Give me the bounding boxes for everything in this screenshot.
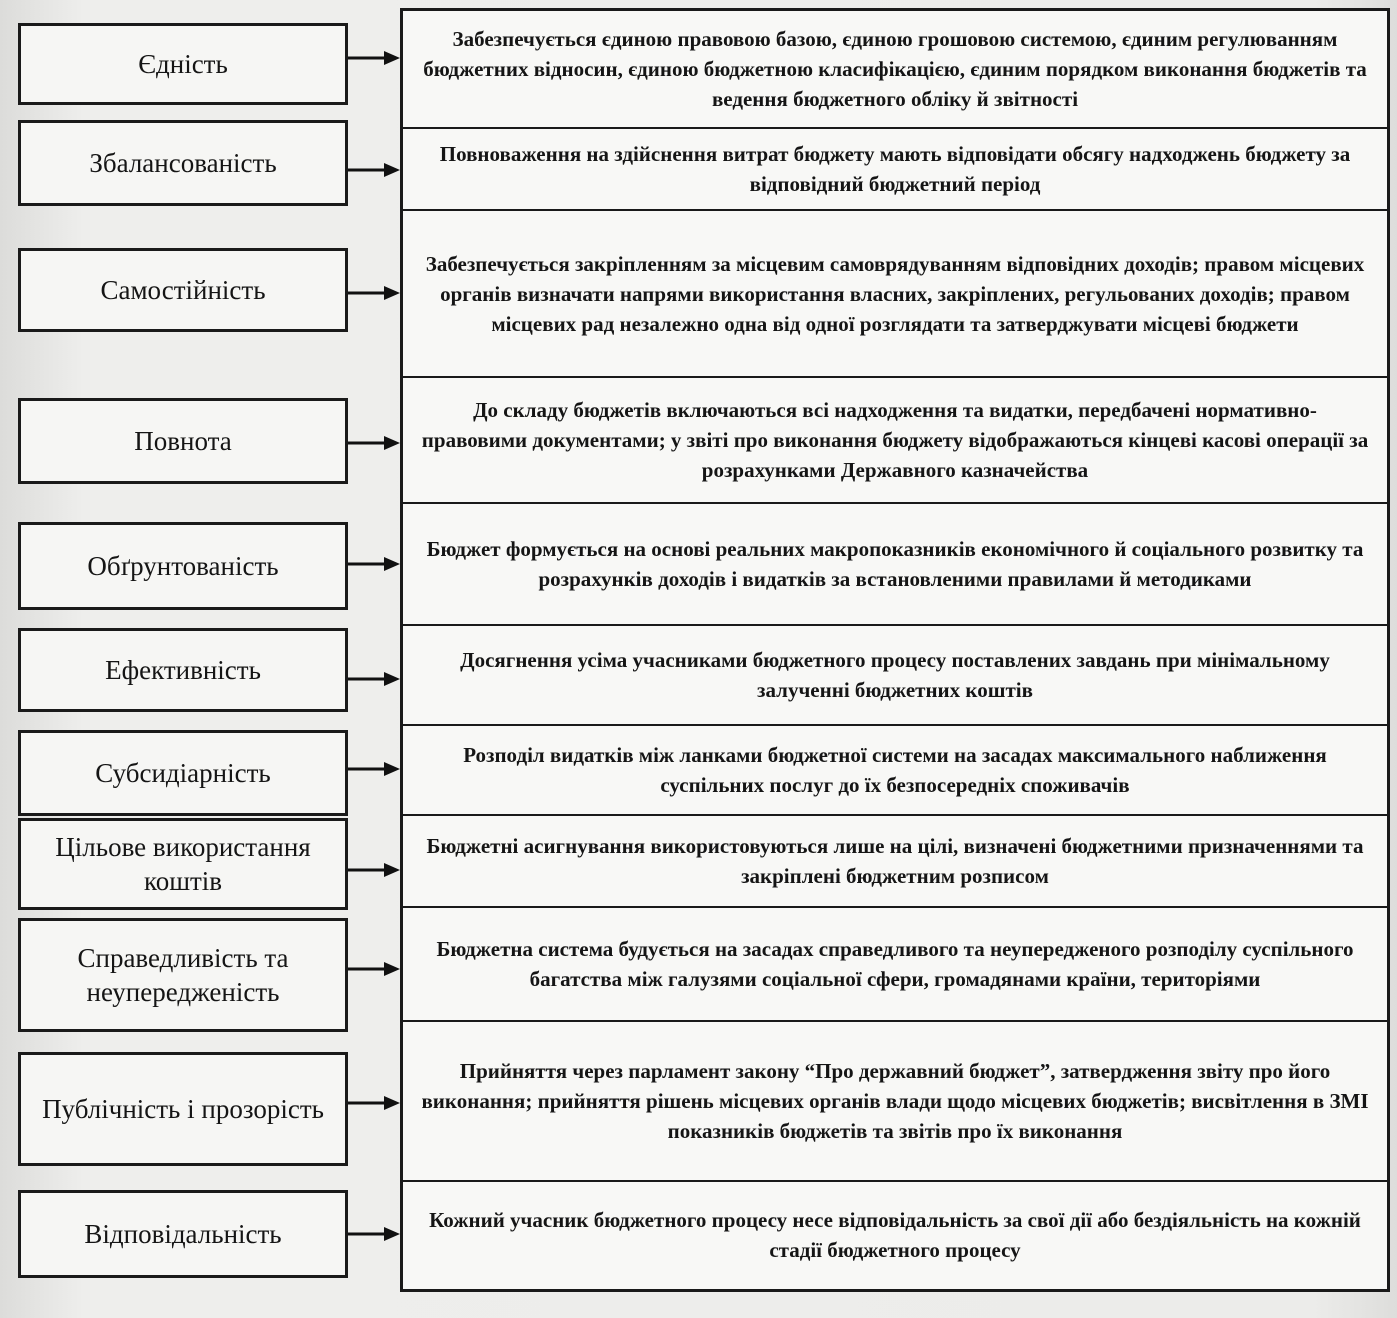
principle-box-completeness	[18, 398, 348, 484]
principle-label: Субсидіарність	[95, 758, 271, 788]
principle-label: Відповідальність	[84, 1219, 282, 1249]
arrow-right-icon	[348, 285, 400, 301]
principle-label: Публічність і прозорість	[42, 1094, 324, 1124]
principle-box-balance	[18, 120, 348, 206]
description-responsibility: Кожний учасник бюджетного процесу несе відповідальність за свої дії або бездіяльність на кожній стадії бюджетного процесу	[429, 1208, 1361, 1262]
principle-label: Цільове використання коштів	[55, 832, 311, 896]
description-independence: Забезпечується закріпленням за місцевим самоврядуванням відповідних доходів; правом місцевих органів визначати напрями використання власних, закріплених, регульованих доходів; правом місцевих рад незалежно одна від одної розглядати та затверджувати місцеві бюджети	[425, 251, 1365, 336]
arrow-right-icon	[348, 162, 400, 178]
arrow-right-icon	[348, 761, 400, 777]
principle-box-unity	[18, 23, 348, 105]
description-efficiency: Досягнення усіма учасниками бюджетного процесу поставлених завдань при мінімальному залученні бюджетних коштів	[460, 648, 1330, 702]
description-completeness: До складу бюджетів включаються всі надходження та видатки, передбачені нормативно-правовими документами; у звіті про виконання бюджету відображаються кінцеві касові операції за розрахунками Державного казначейства	[421, 398, 1369, 482]
description-balance: Повноваження на здійснення витрат бюджету мають відповідати обсягу надходжень бюджету за відповідний бюджетний період	[439, 142, 1351, 196]
description-unity: Забезпечується єдиною правовою базою, єдиною грошовою системою, єдиним регулюванням бюджетних відносин, єдиною бюджетною класифікацією, єдиним порядком виконання бюджетів та ведення бюджетного обліку й звітності	[423, 27, 1367, 111]
principle-label: Обґрунтованість	[87, 551, 279, 581]
description-targeted-use: Бюджетні асигнування використовуються лише на цілі, визначені бюджетними призначеннями та закріплені бюджетним розписом	[426, 834, 1364, 888]
principle-box-validity	[18, 522, 348, 610]
principle-label: Повнота	[134, 426, 232, 456]
principle-box-fairness	[18, 918, 348, 1032]
principle-label: Збалансованість	[89, 148, 277, 178]
arrow-right-icon	[348, 50, 400, 66]
principle-label: Єдність	[138, 49, 228, 79]
arrow-right-icon	[348, 961, 400, 977]
arrow-right-icon	[348, 862, 400, 878]
arrow-right-icon	[348, 1095, 400, 1111]
principle-box-efficiency	[18, 628, 348, 712]
description-fairness: Бюджетна система будується на засадах справедливого та неупередженого розподілу суспільного багатства між галузями соціальної сфери, громадянами країни, територіями	[436, 937, 1354, 991]
arrow-right-icon	[348, 556, 400, 572]
arrow-right-icon	[348, 671, 400, 687]
principle-label: Справедливість та неупередженість	[77, 943, 289, 1007]
description-subsidiarity: Розподіл видатків між ланками бюджетної системи на засадах максимального наближення суспільних послуг до їх безпосередніх споживачів	[463, 743, 1327, 797]
principle-box-independence	[18, 248, 348, 332]
principle-box-responsibility	[18, 1190, 348, 1278]
arrow-right-icon	[348, 435, 400, 451]
principle-box-subsidiarity	[18, 730, 348, 816]
principle-box-publicity	[18, 1052, 348, 1166]
description-validity: Бюджет формується на основі реальних макропоказників економічного й соціального розвитку та розрахунків доходів і видатків за встановленими правилами й методиками	[426, 537, 1364, 591]
principle-box-targeted-use	[18, 818, 348, 910]
arrow-right-icon	[348, 1226, 400, 1242]
principle-label: Ефективність	[105, 655, 261, 685]
principle-label: Самостійність	[100, 275, 266, 305]
description-publicity: Прийняття через парламент закону “Про державний бюджет”, затвердження звіту про його виконання; прийняття рішень місцевих органів влади щодо місцевих бюджетів; висвітлення в ЗМІ показників бюджетів та звітів про їх виконання	[421, 1059, 1369, 1143]
